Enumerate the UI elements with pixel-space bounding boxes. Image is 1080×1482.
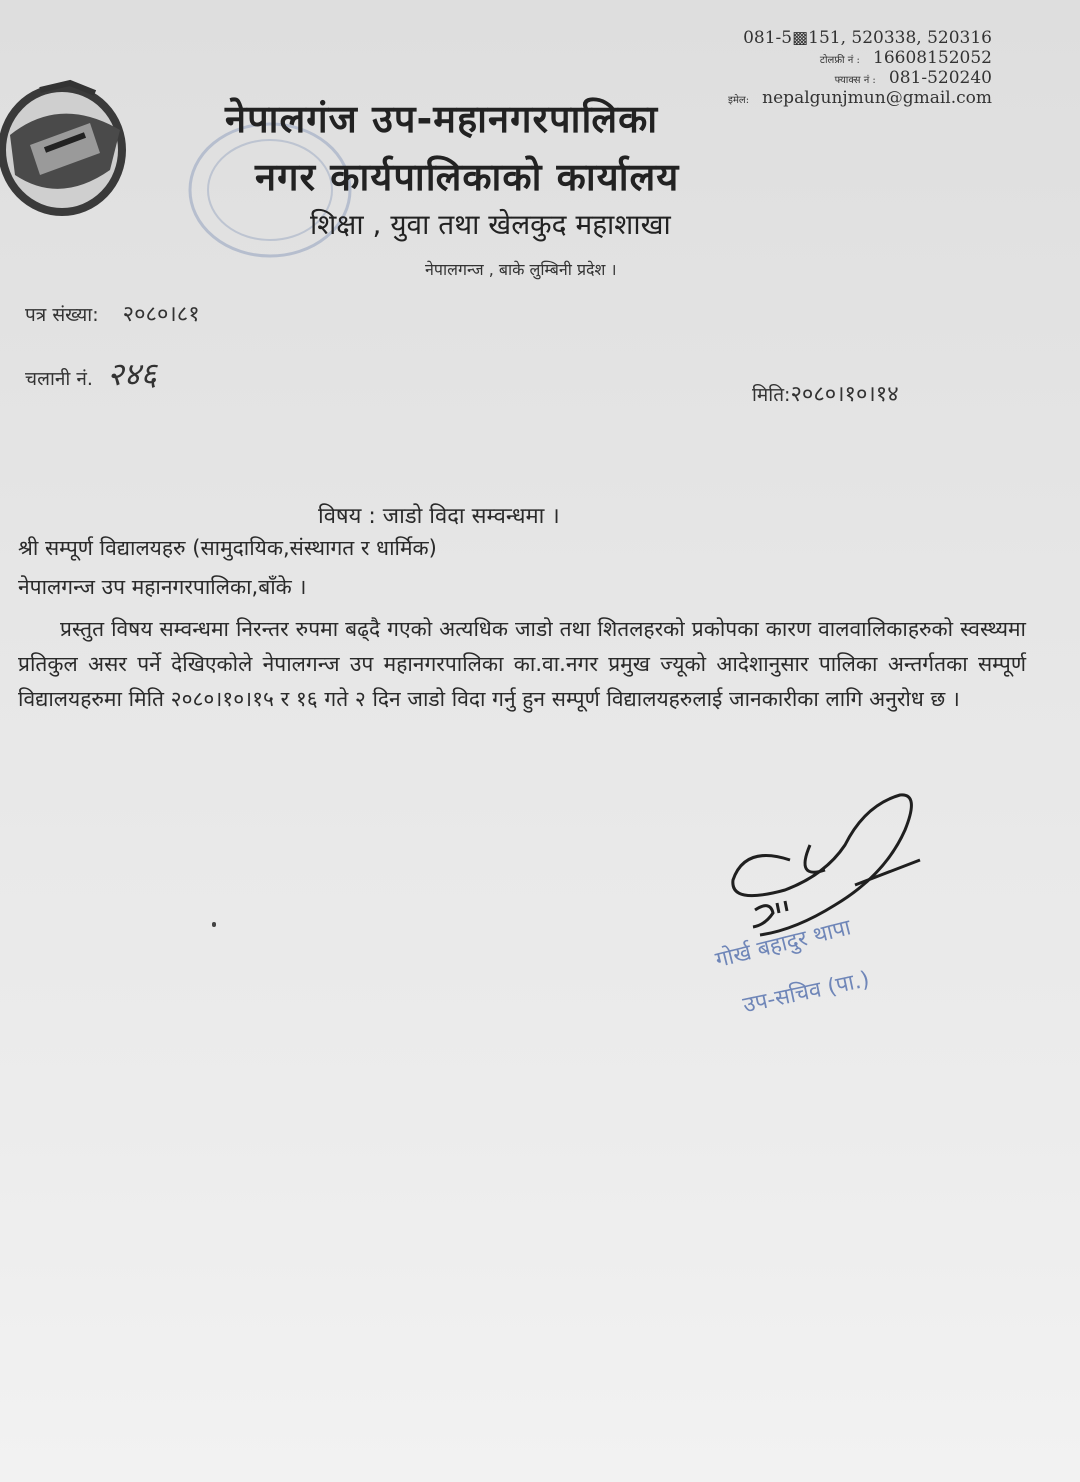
fax-label: फ्याक्स नं :: [834, 75, 876, 86]
date-value: २०८०।१०।१४: [790, 382, 899, 407]
phone-numbers: 081-5▩151, 520338, 520316: [743, 28, 992, 48]
dispatch-number: [25, 352, 157, 395]
signatory-name: गोर्ख बहादुर थापा: [712, 915, 854, 974]
letter-subject: विषय : जाडो विदा सम्वन्धमा ।: [318, 504, 560, 529]
letter-number: [25, 298, 200, 328]
letter-body: [18, 612, 1026, 717]
body-paragraph: प्रस्तुत विषय सम्वन्धमा निरन्तर रुपमा बढ्दै गएको अत्यधिक जाडो तथा शितलहरको प्रकोपका कारण वालवालिकाहरुको स्वस्थ्यमा प्रतिकुल असर पर्ने देखिएकोले नेपालगन्ज उप महानगरपालिका का.वा.नगर प्रमुख ज्यूको आदेशानुसार पालिका अन्तर्गतका सम्पूर्ण विद्यालयहरुमा मिति २०८०।१०।१५ र १६ गते २ दिन जाडो विदा गर्नु हुन सम्पूर्ण विद्यालयहरुलाई जानकारीका लागि अनुरोध छ ।: [18, 617, 1026, 711]
letter-date: [752, 378, 899, 408]
letter-number-value: २०८०।८१: [122, 302, 200, 327]
fax-number: 081-520240: [888, 68, 992, 88]
dispatch-number-label: चलानी नं.: [25, 368, 93, 390]
municipality-emblem-logo: [0, 75, 140, 225]
office-address: नेपालगन्ज , बाके लुम्बिनी प्रदेश ।: [425, 260, 617, 279]
email-label: इमेल:: [728, 95, 750, 106]
recipient-address: नेपालगन्ज उप महानगरपालिका,बाँके ।: [18, 575, 307, 599]
municipality-title: नेपालगंज उप-महानगरपालिका: [225, 97, 659, 141]
dispatch-number-value: २४६: [107, 355, 157, 393]
office-title: नगर कार्यपालिकाको कार्यालय: [255, 155, 680, 199]
tollfree-number: 16608152052: [873, 48, 992, 68]
date-label: मिति:: [752, 384, 791, 406]
tollfree-label: टोलफ्री नं :: [819, 55, 860, 66]
ink-dot: [212, 922, 216, 927]
signatory-title: उप-सचिव (पा.): [740, 967, 872, 1019]
letter-number-label: पत्र संख्या:: [25, 304, 99, 326]
contact-block: [728, 28, 992, 108]
recipient-line: श्री सम्पूर्ण विद्यालयहरु (सामुदायिक,संस्थागत र धार्मिक): [18, 536, 437, 560]
email-address: nepalgunjmun@gmail.com: [762, 88, 992, 108]
division-title: शिक्षा , युवा तथा खेलकुद महाशाखा: [310, 208, 671, 241]
